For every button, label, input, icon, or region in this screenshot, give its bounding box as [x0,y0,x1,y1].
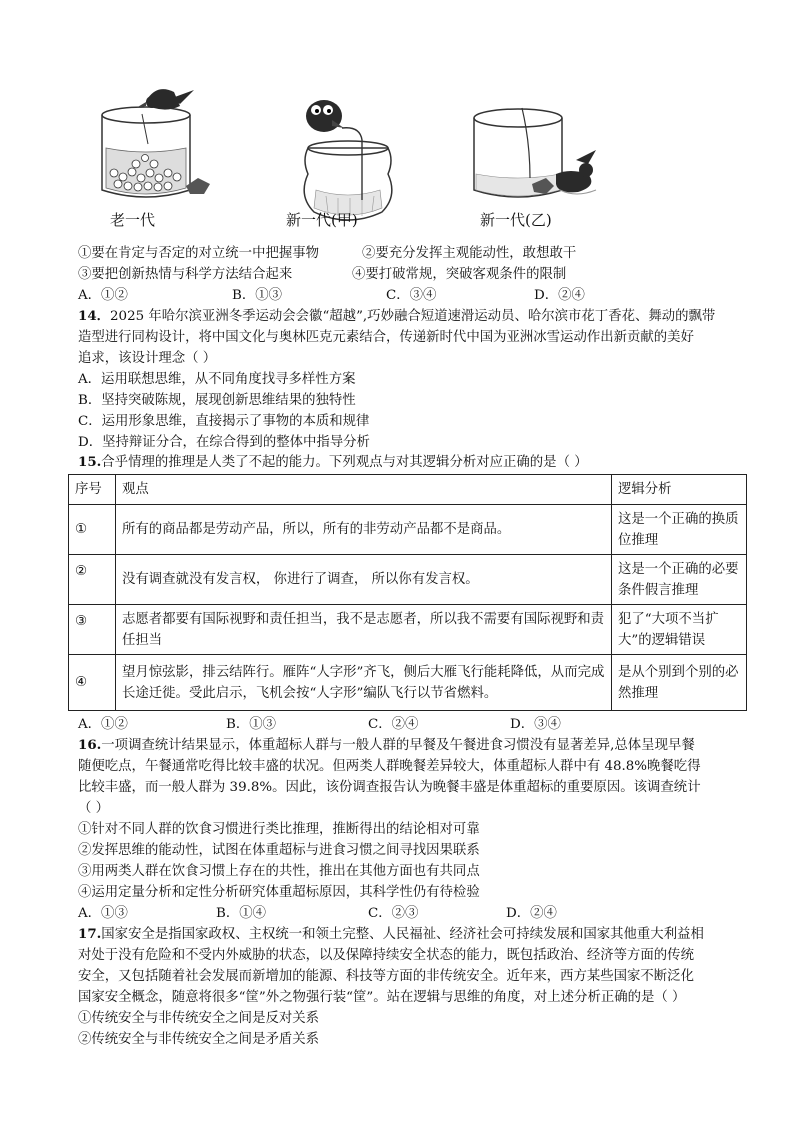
q17-stem-line-3: 安全，又包括随着社会发展而新增加的能源、科技等方面的非传统安全。近年来，西方某些国家不断泛化 [78,969,694,984]
row-analysis: 这是一个正确的换质位推理 [612,505,747,555]
q15-stem: 15.合乎情理的推理是人类了不起的能力。下列观点与对其逻辑分析对应正确的是（ ） [78,454,588,470]
q17-number: 17. [78,926,102,942]
table-header-row [69,475,747,505]
q14-choice-b: B．坚持突破陈规，展现创新思维结果的独特性 [78,393,356,408]
table-row [69,605,747,655]
row-number: ④ [69,655,116,711]
table-row [69,505,747,555]
q14-stem-line-3: 追求，该设计理念（ ） [78,351,217,366]
q14-number: 14． [78,308,111,324]
q13-statement-4: ④要打破常规，突破客观条件的限制 [352,267,567,282]
q17-statement-2: ②传统安全与非传统安全之间是矛盾关系 [78,1032,320,1047]
q16-option-c: C．②③ [368,906,419,921]
q13-statement-3: ③要把创新热情与科学方法结合起来 [78,267,293,282]
new-crow-yi-panel [474,108,596,197]
q17-statement-1: ①传统安全与非传统安全之间是反对关系 [78,1011,320,1026]
row-analysis: 是从个别到个别的必然推理 [612,655,747,711]
row-number: ③ [69,605,116,655]
row-number: ② [69,555,116,605]
q14-choice-a: A．运用联想思维，从不同角度找寻多样性方案 [78,372,356,387]
row-analysis: 这是一个正确的必要条件假言推理 [612,555,747,605]
q15-number: 15. [78,454,102,470]
q16-stem-line-2: 随便吃点，午餐通常吃得比较丰盛的状况。但两类人群晚餐差异较大，体重超标人群中有 48.8%晚餐吃得 [78,759,701,774]
q16-statement-4: ④运用定量分析和定性分析研究体重超标原因，其科学性仍有待检验 [78,885,480,900]
q14-choice-c: C．运用形象思维，直接揭示了事物的本质和规律 [78,414,370,429]
q13-option-d: D．②④ [534,288,585,303]
q15-option-c: C．②④ [368,717,419,732]
row-analysis: 犯了“大项不当扩大”的逻辑错误 [612,605,747,655]
q15-option-d: D．③④ [510,717,561,732]
q16-option-a: A．①③ [78,906,128,921]
table-row [69,655,747,711]
q17-stem-line-2: 对处于没有危险和不受内外威胁的状态，以及保障持续安全状态的能力，既包括政治、经济等方面的传统 [78,948,694,963]
row-view: 所有的商品都是劳动产品，所以，所有的非劳动产品都不是商品。 [116,505,612,555]
q13-option-a: A．①② [78,288,128,303]
q14-stem-line-1: 14．2025 年哈尔滨亚洲冬季运动会会徽“超越”,巧妙融合短道速滑运动员、哈尔滨市花丁香花、舞动的飘带 [78,308,716,324]
row-view: 望月惊弦影，排云结阵行。雁阵“人字形”齐飞，侧后大雁飞行能耗降低，从而完成长途迁徙。受此启示，飞机会按“人字形”编队飞行以节省燃料。 [116,655,612,711]
q13-statement-1: ①要在肯定与否定的对立统一中把握事物 [78,246,320,261]
header-number: 序号 [69,475,116,505]
q15-logic-table [68,474,747,711]
row-number: ① [69,505,116,555]
q16-statement-1: ①针对不同人群的饮食习惯进行类比推理，推断得出的结论相对可靠 [78,822,480,837]
header-analysis: 逻辑分析 [612,475,747,505]
q16-stem-line-4: （ ） [78,801,110,816]
q17-stem-line-1: 17.国家安全是指国家政权、主权统一和领土完整、人民福祉、经济社会可持续发展和国家其他重大利益相 [78,926,704,942]
header-view: 观点 [116,475,612,505]
q13-option-c: C．③④ [386,288,437,303]
q16-option-b: B．①④ [216,906,267,921]
new-crow-jia-panel [304,100,392,220]
q15-option-a: A．①② [78,717,128,732]
q14-stem-line-2: 造型进行同构设计，将中国文化与奥林匹克元素结合，传递新时代中国为亚洲冰雪运动作出新贡献的美好 [78,330,694,345]
q17-stem-line-4: 国家安全概念，随意将很多“筐”外之物强行装“筐”。站在逻辑与思维的角度，对上述分析正确的是（ ） [78,990,686,1005]
caption-new-generation-yi: 新一代(乙) [480,211,552,229]
caption-old-generation: 老一代 [110,211,156,229]
q15-option-b: B．①③ [226,717,277,732]
old-crow-panel [102,89,210,197]
table-row [69,555,747,605]
q16-stem-line-3: 比较丰盛，而一般人群为 39.8%。因此，该份调查报告认为晚餐丰盛是体重超标的重要原因。该调查统计 [78,780,701,795]
q16-stem-line-1: 16.一项调查统计结果显示，体重超标人群与一般人群的早餐及午餐进食习惯没有显著差异,总体呈现早餐 [78,737,695,753]
row-view: 志愿者都要有国际视野和责任担当，我不是志愿者，所以我不需要有国际视野和责任担当 [116,605,612,655]
q16-statement-2: ②发挥思维的能动性，试图在体重超标与进食习惯之间寻找因果联系 [78,843,480,858]
q16-option-d: D．②④ [506,906,557,921]
q13-statement-2: ②要充分发挥主观能动性，敢想敢干 [362,246,577,261]
q16-number: 16. [78,737,102,753]
row-view: 没有调查就没有发言权， 你进行了调查， 所以你有发言权。 [116,555,612,605]
q14-choice-d: D．坚持辩证分合，在综合得到的整体中指导分析 [78,435,370,450]
caption-new-generation-jia: 新一代(甲) [286,211,358,229]
q16-statement-3: ③用两类人群在饮食习惯上存在的共性，推出在其他方面也有共同点 [78,864,480,879]
q13-option-b: B．①③ [232,288,283,303]
